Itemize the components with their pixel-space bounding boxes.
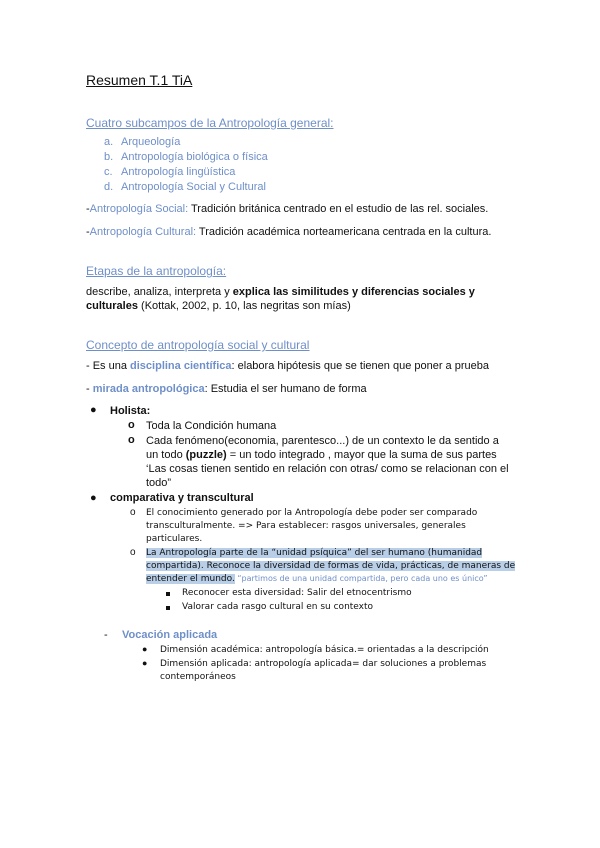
definition-social: -Antropología Social: Tradición británica centrado en el estudio de las rel. sociales. bbox=[86, 203, 489, 215]
bullet-icon: ● bbox=[90, 404, 97, 416]
highlighted-text: La Antropología parte de la “unidad psíquica” del ser humano (humanidad bbox=[146, 548, 483, 558]
paragraph-line: describe, analiza, interpreta y explica las similitudes y diferencias sociales y bbox=[86, 286, 475, 298]
paragraph-line: - mirada antropológica: Estudia el ser humano de forma bbox=[86, 383, 367, 395]
list-item: El conocimiento generado por la Antropología debe poder ser comparado bbox=[146, 508, 478, 518]
list-item: Dimensión académica: antropología básica.= orientadas a la descripción bbox=[160, 645, 489, 655]
definition-cultural: -Antropología Cultural: Tradición académica norteamericana centrada en la cultura. bbox=[86, 226, 492, 238]
bullet-icon: ● bbox=[142, 658, 148, 668]
page-title: Resumen T.1 TiA bbox=[86, 72, 193, 88]
dash-marker: - bbox=[104, 629, 108, 641]
section-heading-subcampos: Cuatro subcampos de la Antropología general: bbox=[86, 116, 334, 130]
square-bullet-icon bbox=[166, 592, 170, 596]
bullet-icon: ● bbox=[90, 492, 97, 504]
square-bullet-icon bbox=[166, 606, 170, 610]
list-item-continuation: ‘Las cosas tienen sentido en relación con otras/ como se relacionan con el bbox=[146, 463, 509, 475]
list-item-continuation: un todo (puzzle) = un todo integrado , mayor que la suma de sus partes bbox=[146, 449, 497, 461]
highlighted-text: entender el mundo. “partimos de una unidad compartida, pero cada uno es único” bbox=[146, 574, 488, 584]
list-item: b. Antropología biológica o física bbox=[104, 151, 268, 163]
paragraph-line: culturales (Kottak, 2002, p. 10, las negritas son mías) bbox=[86, 300, 351, 312]
circle-bullet-icon: o bbox=[130, 507, 136, 518]
paragraph-line: - Es una disciplina científica: elabora hipótesis que se tienen que poner a prueba bbox=[86, 360, 489, 372]
list-item: d. Antropología Social y Cultural bbox=[104, 181, 266, 193]
section-heading-etapas: Etapas de la antropología: bbox=[86, 264, 227, 278]
list-item: Reconocer esta diversidad: Salir del etnocentrismo bbox=[182, 588, 412, 598]
list-item: Toda la Condición humana bbox=[146, 420, 277, 432]
vocacion-label: Vocación aplicada bbox=[122, 629, 218, 641]
holista-label: Holista: bbox=[110, 405, 151, 417]
list-item: Dimensión aplicada: antropología aplicada= dar soluciones a problemas bbox=[160, 659, 487, 669]
highlighted-text: compartida). Reconoce la diversidad de formas de vida, prácticas, de maneras de bbox=[146, 561, 516, 571]
bullet-icon: ● bbox=[142, 644, 148, 654]
list-item: Cada fenómeno(economia, parentesco...) de un contexto le da sentido a bbox=[146, 435, 499, 447]
circle-bullet-icon: o bbox=[128, 419, 135, 431]
list-item: c. Antropología lingüística bbox=[104, 166, 236, 178]
section-heading-concepto: Concepto de antropología social y cultural bbox=[86, 338, 310, 352]
list-item-continuation: contemporáneos bbox=[160, 672, 236, 682]
circle-bullet-icon: o bbox=[130, 547, 136, 558]
comparativa-label: comparativa y transcultural bbox=[110, 492, 254, 504]
list-item-continuation: transculturalmente. => Para establecer: rasgos universales, generales bbox=[146, 521, 466, 531]
list-item: a. Arqueología bbox=[104, 136, 181, 148]
list-item-continuation: particulares. bbox=[146, 534, 203, 544]
list-item-continuation: todo” bbox=[146, 477, 172, 489]
circle-bullet-icon: o bbox=[128, 434, 135, 446]
list-item: Valorar cada rasgo cultural en su contexto bbox=[182, 602, 374, 612]
